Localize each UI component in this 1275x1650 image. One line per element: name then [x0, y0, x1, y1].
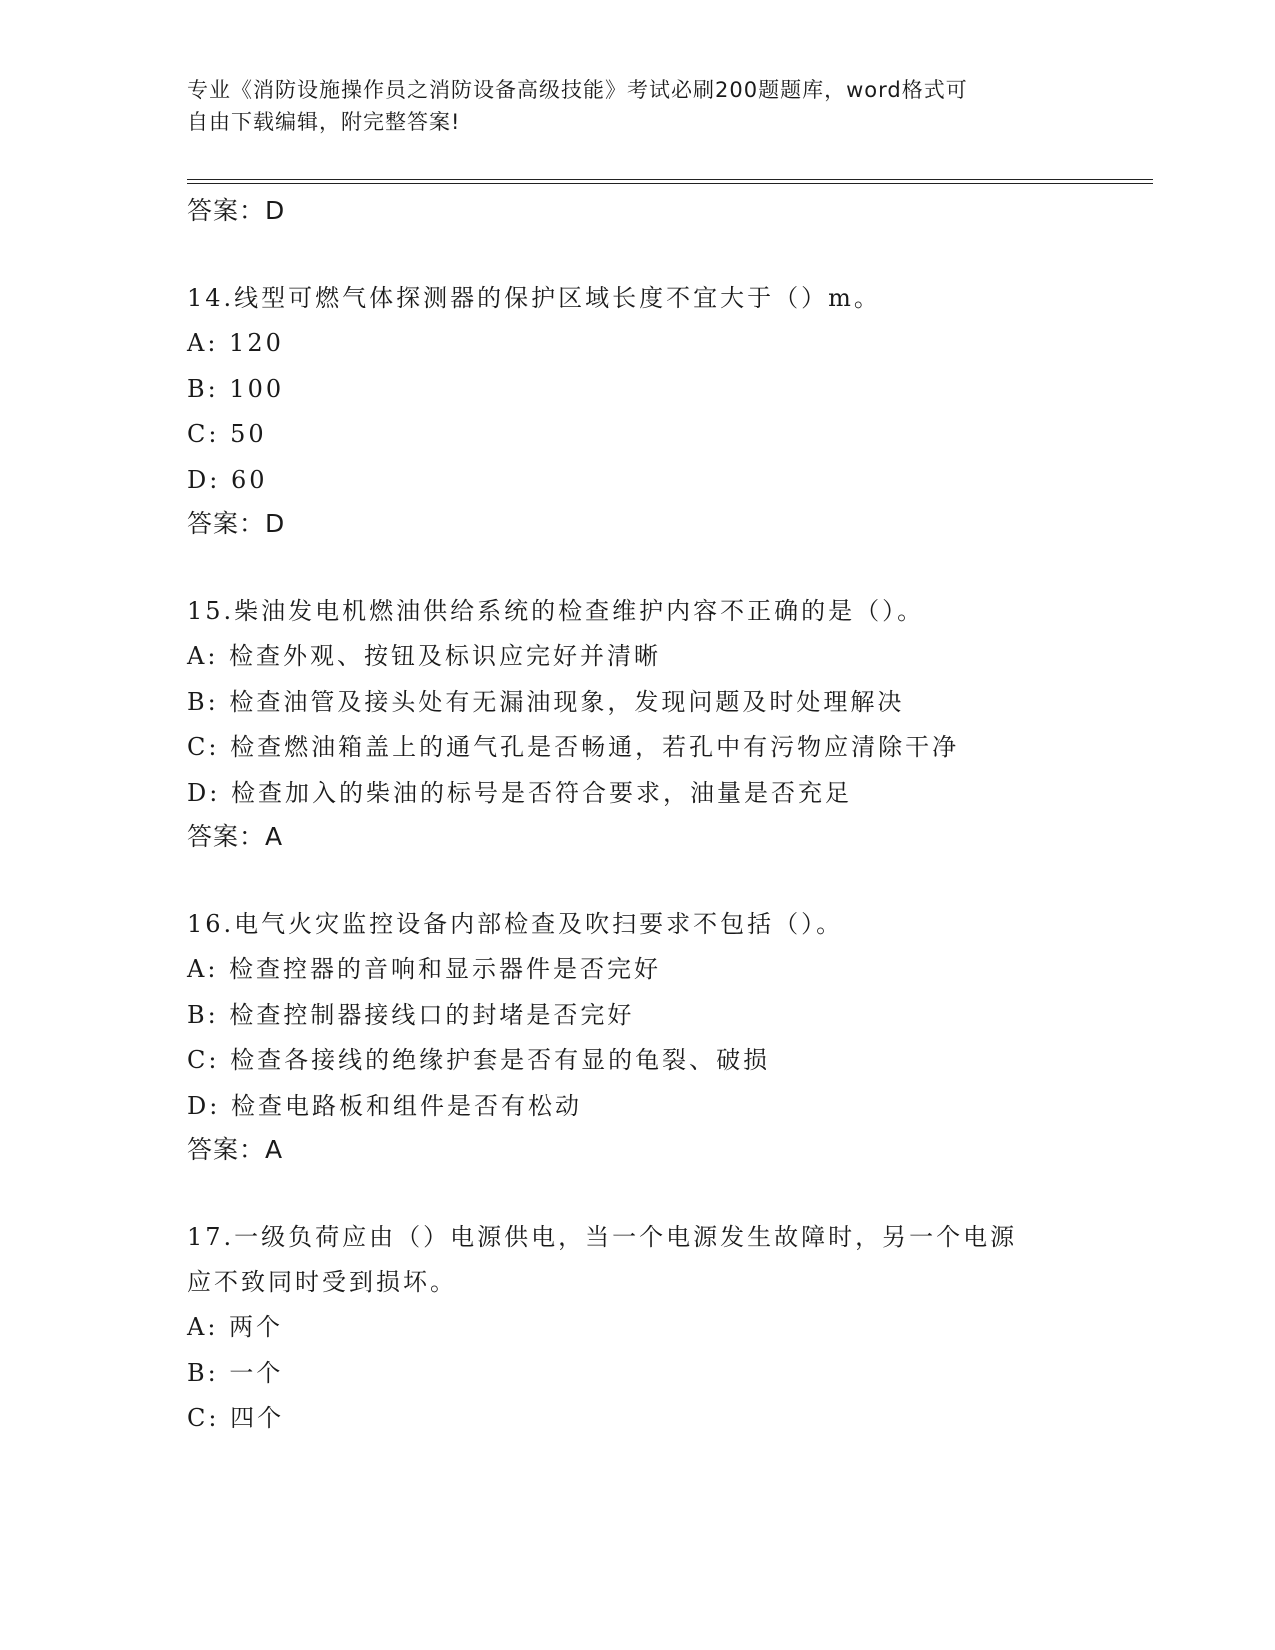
question-14-option-b: B: 100	[187, 374, 285, 403]
answer-13: 答案：D	[187, 196, 286, 225]
question-15-option-b: B: 检查油管及接头处有无漏油现象，发现问题及时处理解决	[187, 687, 905, 716]
question-15-option-c: C: 检查燃油箱盖上的通气孔是否畅通，若孔中有污物应清除干净	[187, 733, 960, 761]
answer-16: 答案：A	[187, 1135, 284, 1164]
question-15-option-a: A: 检查外观、按钮及标识应完好并清晰	[187, 642, 662, 670]
question-16-option-a: A: 检查控器的音响和显示器件是否完好	[187, 955, 662, 983]
question-14-option-c: C: 50	[187, 420, 267, 448]
header-line-1: 专业《消防设施操作员之消防设备高级技能》考试必刷200题题库，word格式可	[187, 78, 968, 102]
question-17-option-c: C: 四个	[187, 1404, 285, 1432]
question-14-option-a: A: 120	[187, 329, 284, 357]
document-header	[187, 74, 1067, 138]
answer-14: 答案：D	[187, 509, 286, 538]
question-17-option-a: A: 两个	[187, 1313, 284, 1341]
question-16-option-c: C: 检查各接线的绝缘护套是否有显的龟裂、破损	[187, 1046, 771, 1074]
question-14-option-d: D: 60	[187, 465, 268, 494]
question-16: 16.电气火灾监控设备内部检查及吹扫要求不包括（）。	[187, 910, 844, 938]
question-15: 15.柴油发电机燃油供给系统的检查维护内容不正确的是（）。	[187, 597, 925, 625]
question-16-option-b: B: 检查控制器接线口的封堵是否完好	[187, 1000, 635, 1029]
header-line-2: 自由下载编辑，附完整答案!	[187, 110, 461, 134]
question-16-option-d: D: 检查电路板和组件是否有松动	[187, 1091, 582, 1120]
question-17-line-1: 17.一级负荷应由（）电源供电，当一个电源发生故障时，另一个电源	[187, 1223, 1018, 1251]
answer-15: 答案：A	[187, 822, 284, 851]
question-17-line-2: 应不致同时受到损坏。	[187, 1268, 457, 1296]
header-divider-bottom	[187, 183, 1153, 184]
question-15-option-d: D: 检查加入的柴油的标号是否符合要求，油量是否充足	[187, 778, 852, 807]
question-17-option-b: B: 一个	[187, 1358, 284, 1387]
question-17	[187, 1215, 1077, 1305]
header-divider-top	[187, 179, 1153, 180]
question-list	[187, 190, 1087, 1442]
question-14: 14.线型可燃气体探测器的保护区域长度不宜大于（）m。	[187, 284, 881, 312]
